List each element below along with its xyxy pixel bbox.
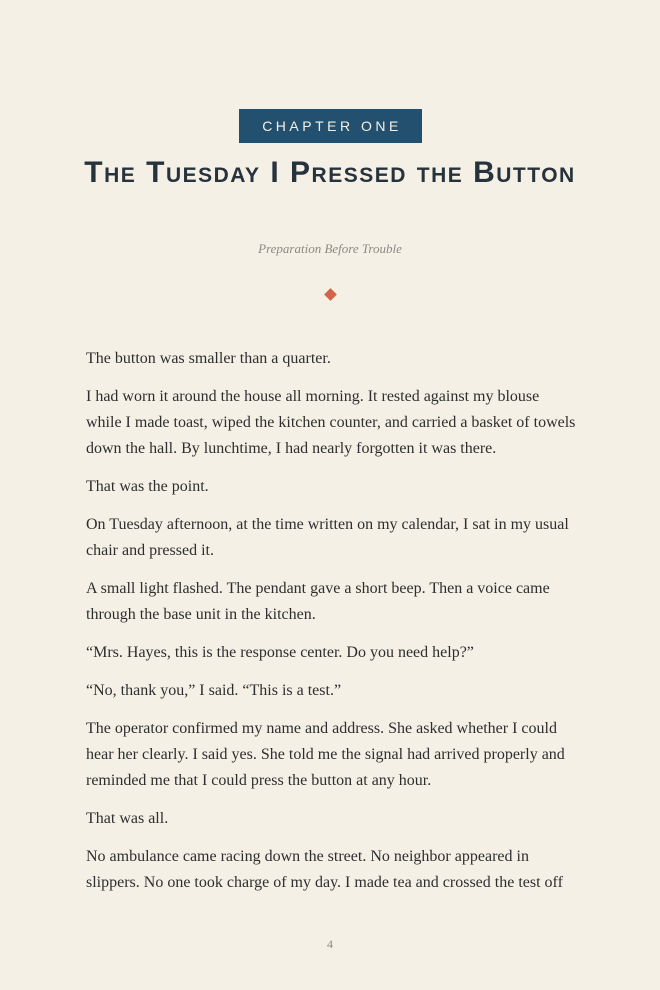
page-number: 4	[327, 937, 333, 951]
paragraph: That was the point.	[86, 478, 209, 495]
paragraph: That was all.	[86, 810, 169, 827]
chapter-subtitle: Preparation Before Trouble	[258, 241, 402, 256]
diamond-ornament-icon	[324, 288, 337, 301]
chapter-title: The Tuesday I Pressed the Button	[84, 156, 576, 189]
paragraph: No ambulance came racing down the street. No neighbor appeared in slippers. No one took charge of my day. I made tea and crossed the test off	[86, 848, 563, 891]
paragraph: “Mrs. Hayes, this is the response center. Do you need help?”	[86, 644, 474, 661]
paragraph: “No, thank you,” I said. “This is a test.”	[86, 682, 342, 699]
chapter-label: CHAPTER ONE	[239, 109, 422, 143]
paragraph: The button was smaller than a quarter.	[86, 350, 331, 367]
chapter-body	[86, 346, 576, 908]
paragraph: On Tuesday afternoon, at the time written on my calendar, I sat in my usual chair and pressed it.	[86, 516, 569, 559]
paragraph: I had worn it around the house all morning. It rested against my blouse while I made toast, wiped the kitchen counter, and carried a basket of towels down the hall. By lunchtime, I had nearly forgotten it was there.	[86, 388, 576, 457]
paragraph: The operator confirmed my name and address. She asked whether I could hear her clearly. I said yes. She told me the signal had arrived properly and reminded me that I could press the button at any hour.	[86, 720, 565, 789]
diamond-icon	[324, 288, 337, 301]
paragraph: A small light flashed. The pendant gave a short beep. Then a voice came through the base unit in the kitchen.	[86, 580, 550, 623]
